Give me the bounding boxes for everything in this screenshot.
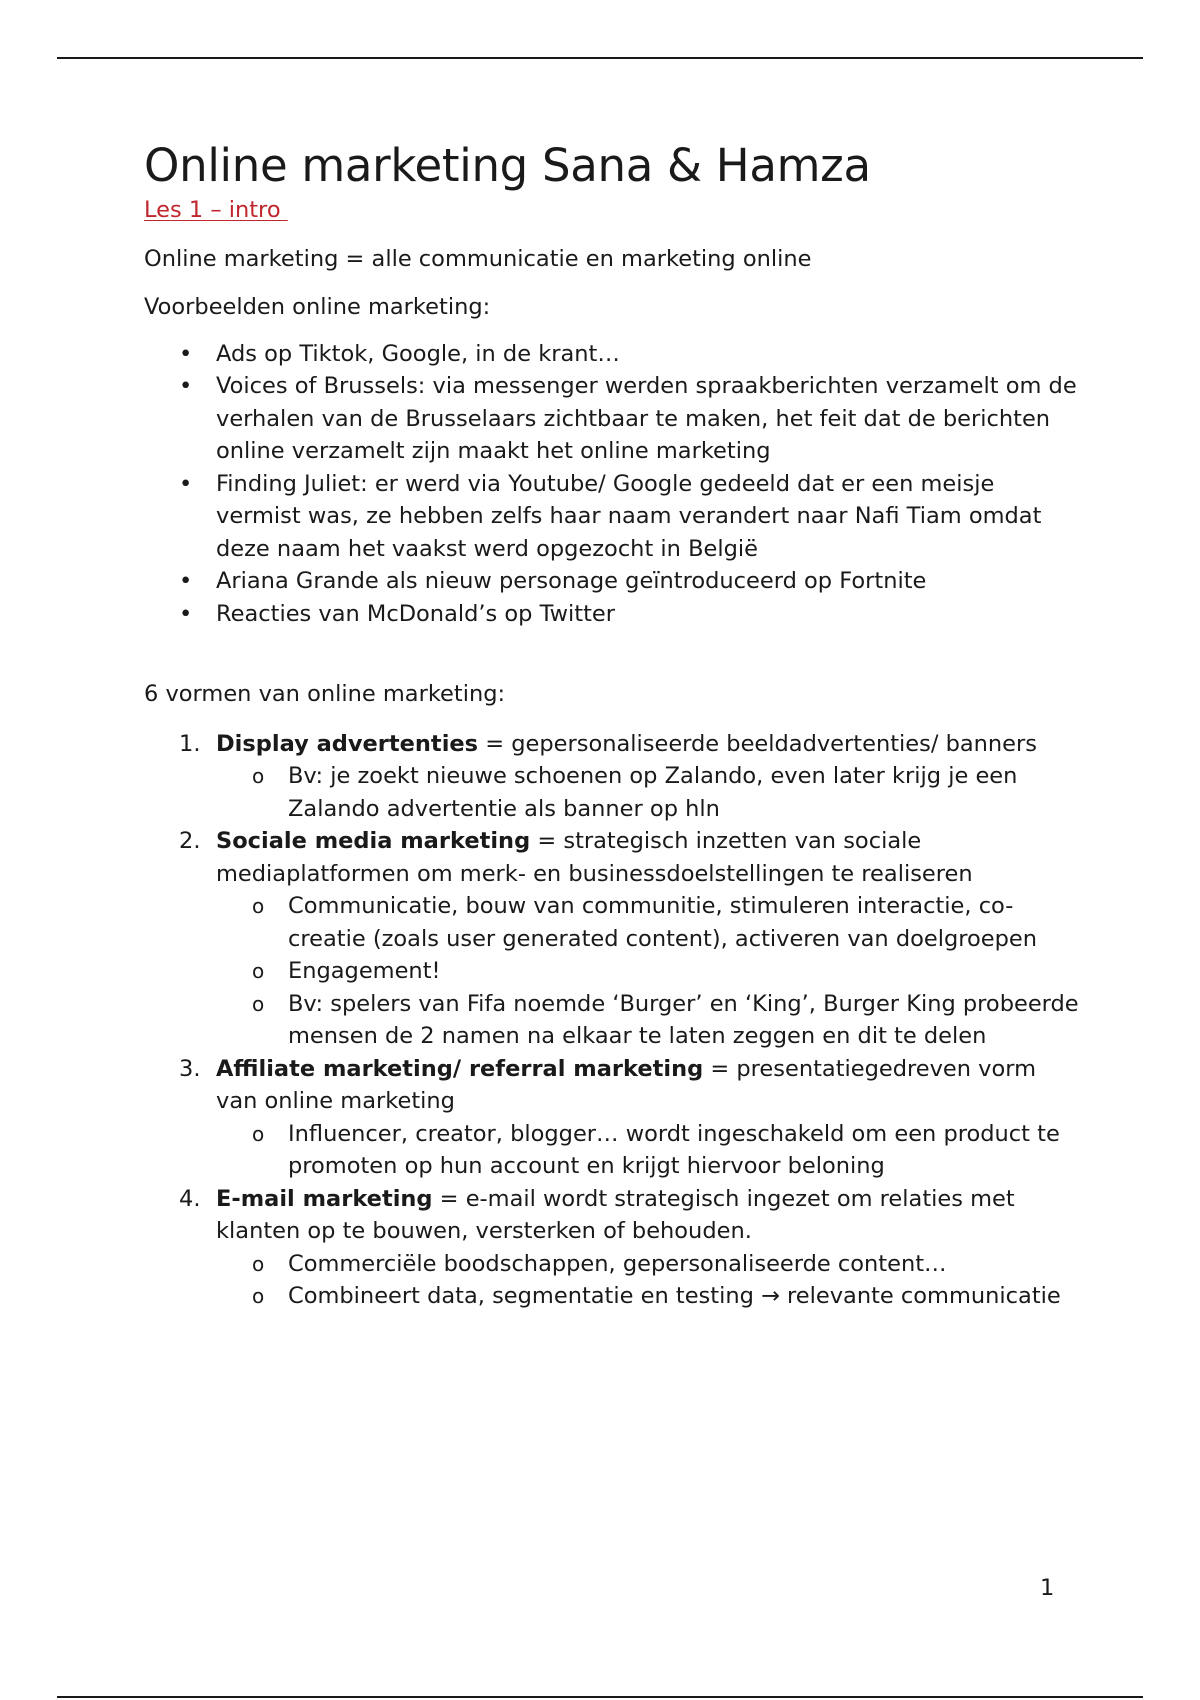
sub-item-text: Bv: je zoekt nieuwe schoenen op Zalando, even later krijg je een Zalando advertentie als banner op hln	[288, 763, 1018, 822]
form-definition: = strategisch inzetten van sociale mediaplatformen om merk- en businessdoelstellingen te realiseren	[216, 828, 973, 887]
examples-intro: Voorbeelden online marketing:	[144, 294, 491, 320]
sub-item-text: Communicatie, bouw van communitie, stimuleren interactie, co-creatie (zoals user generated content), activeren van doelgroepen	[288, 893, 1038, 952]
form-item	[179, 728, 1084, 826]
list-item	[179, 370, 1084, 468]
sub-list	[216, 890, 1084, 1053]
sub-item-text: Combineert data, segmentatie en testing → relevante communicatie	[288, 1283, 1061, 1309]
form-definition: = gepersonaliseerde beeldadvertenties/ banners	[478, 730, 1037, 757]
sub-bullet-icon: o	[252, 991, 265, 1016]
sub-bullet-icon: o	[252, 1284, 265, 1308]
sub-item-text: Influencer, creator, blogger… wordt ingeschakeld om een product te promoten op hun account en krijgt hiervoor beloning	[288, 1120, 1060, 1179]
list-item-text: Ads op Tiktok, Google, in de krant…	[216, 340, 620, 367]
sub-list-item	[252, 1118, 1084, 1183]
bullet-icon: •	[179, 470, 193, 497]
item-number: 3.	[179, 1055, 201, 1082]
document-body	[144, 138, 1084, 1313]
form-item	[179, 1183, 1084, 1313]
item-number: 1.	[179, 730, 201, 757]
sub-list-item	[252, 760, 1084, 825]
forms-intro: 6 vormen van online marketing:	[144, 681, 506, 707]
bullet-icon: •	[179, 340, 193, 367]
form-definition: = e-mail wordt strategisch ingezet om relaties met klanten op te bouwen, versterken of behouden.	[216, 1185, 1015, 1244]
sub-list-item	[252, 890, 1084, 955]
list-item	[179, 338, 1084, 371]
form-term: Sociale media marketing	[216, 828, 531, 854]
sub-bullet-icon: o	[252, 1121, 265, 1146]
sub-item-text: Commerciële boodschappen, gepersonaliseerde content…	[288, 1250, 947, 1277]
footer-rule	[57, 1696, 1143, 1698]
form-term: E-mail marketing	[216, 1185, 433, 1212]
lesson-heading: Les 1 – intro	[144, 197, 288, 223]
sub-list	[216, 1118, 1084, 1183]
list-item-text: Finding Juliet: er werd via Youtube/ Google gedeeld dat er een meisje vermist was, ze hebben zelfs haar naam verandert naar Nafi Tiam omdat deze naam het vaakst werd opgezocht in België	[216, 470, 1042, 562]
sub-bullet-icon: o	[252, 959, 265, 983]
list-item	[179, 598, 1084, 631]
form-term: Display advertenties	[216, 730, 479, 757]
bullet-icon: •	[179, 373, 193, 399]
sub-bullet-icon: o	[252, 764, 265, 788]
forms-list	[144, 728, 1084, 1313]
sub-list	[216, 760, 1084, 825]
document-title: Online marketing Sana & Hamza	[144, 139, 871, 192]
sub-item-text: Engagement!	[288, 958, 441, 984]
form-item	[179, 825, 1084, 1053]
sub-list-item	[252, 1280, 1084, 1313]
bullet-icon: •	[179, 568, 193, 594]
list-item-text: Voices of Brussels: via messenger werden spraakberichten verzamelt om de verhalen van de Brusselaars zichtbaar te maken, het feit dat de berichten online verzamelt zijn maakt het online marketing	[216, 373, 1077, 464]
sub-list	[216, 1248, 1084, 1313]
list-item	[179, 468, 1084, 566]
header-rule	[57, 57, 1143, 59]
list-item-text: Ariana Grande als nieuw personage geïntroduceerd op Fortnite	[216, 568, 927, 594]
item-number: 2.	[179, 828, 201, 854]
form-item	[179, 1053, 1084, 1183]
form-term: Affiliate marketing/ referral marketing	[216, 1055, 704, 1082]
list-item-text: Reacties van McDonald’s op Twitter	[216, 600, 616, 627]
definition-paragraph: Online marketing = alle communicatie en marketing online	[144, 245, 812, 272]
sub-list-item	[252, 988, 1084, 1053]
form-definition: = presentatiegedreven vorm van online marketing	[216, 1055, 1037, 1114]
list-item	[179, 565, 1084, 598]
item-number: 4.	[179, 1185, 201, 1212]
bullet-icon: •	[179, 600, 193, 627]
sub-bullet-icon: o	[252, 894, 265, 918]
sub-list-item	[252, 1248, 1084, 1281]
sub-item-text: Bv: spelers van Fifa noemde ‘Burger’ en ‘King’, Burger King probeerde mensen de 2 namen na elkaar te laten zeggen en dit te delen	[288, 990, 1079, 1049]
sub-list-item	[252, 955, 1084, 988]
examples-list	[144, 338, 1084, 631]
page-number: 1	[1040, 1575, 1055, 1601]
sub-bullet-icon: o	[252, 1251, 265, 1276]
